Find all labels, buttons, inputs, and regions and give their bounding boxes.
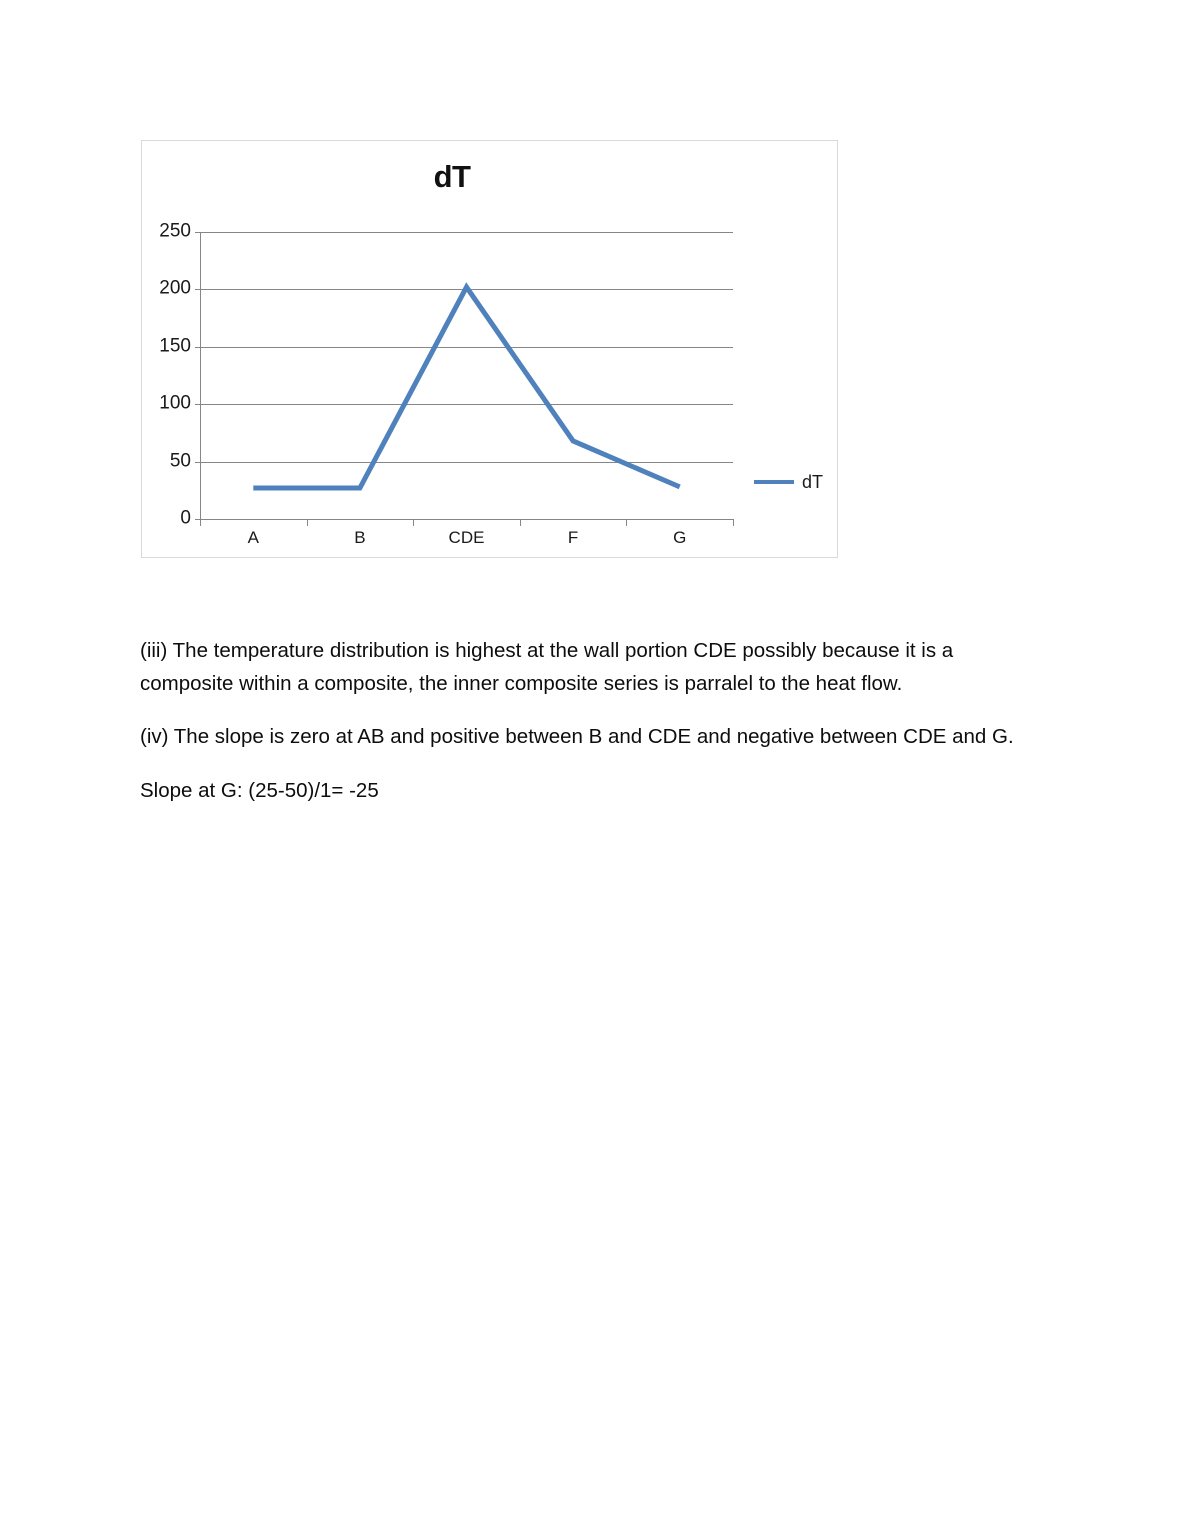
series-line-dT [200, 232, 733, 519]
x-tick-mark [307, 519, 308, 526]
paragraph-iii: (iii) The temperature distribution is highest at the wall portion CDE possibly because it is a composite within a composite, the inner composite series is parralel to the heat flow. [140, 639, 954, 696]
x-tick-label: G [673, 528, 687, 547]
x-tick-label: B [354, 528, 366, 547]
y-tick-label: 200 [159, 277, 191, 299]
paragraph-iv: (iv) The slope is zero at AB and positive between B and CDE and negative between CDE and G. [140, 725, 1014, 749]
plot-area [159, 220, 733, 547]
x-tick-label: A [247, 528, 259, 547]
x-tick-mark [733, 519, 734, 526]
x-tick-mark [200, 519, 201, 526]
chart-legend[interactable] [754, 473, 823, 491]
y-tick-label: 150 [159, 335, 191, 357]
body-text [140, 634, 1040, 807]
chart-title: dT [433, 159, 471, 194]
y-tick-label: 100 [159, 392, 191, 414]
legend-label-dT: dT [802, 472, 824, 492]
x-tick-mark [626, 519, 627, 526]
x-tick-label: CDE [448, 528, 485, 547]
y-tick-label: 250 [159, 220, 191, 242]
paragraph-slope-at-g: Slope at G: (25-50)/1= -25 [140, 778, 379, 802]
legend-swatch-dT [754, 480, 794, 484]
chart-figure[interactable] [141, 140, 838, 558]
gridline [200, 519, 733, 520]
x-tick-mark [413, 519, 414, 526]
x-tick-label: F [567, 528, 579, 547]
y-tick-label: 50 [169, 450, 191, 472]
x-tick-mark [520, 519, 521, 526]
y-tick-label: 0 [180, 507, 191, 529]
